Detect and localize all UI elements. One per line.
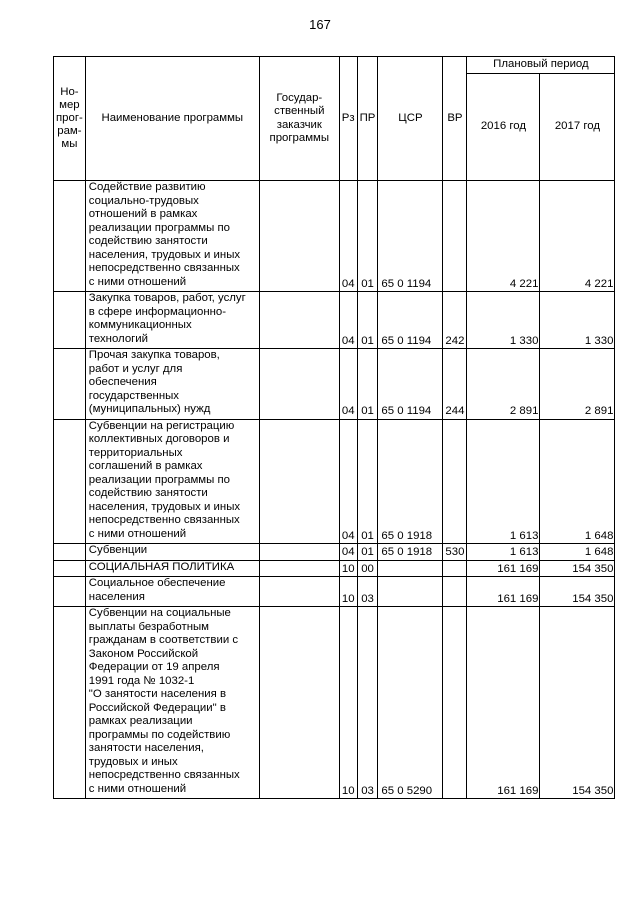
header-year-2017: 2017 год [540,74,615,181]
cell-rz: 04 [339,419,357,544]
program-name-line: непосредственно связанных [88,514,240,526]
cell-2016: 1 330 [467,292,540,349]
program-name-line: занятости населения, [88,742,204,754]
cell-nomer [54,292,86,349]
program-name-line: территориальных [88,446,183,459]
cell-2017: 154 350 [540,560,615,577]
cell-2016: 1 613 [467,419,540,544]
header-nomer-line: рам- [57,125,82,137]
header-zakazchik [259,57,339,181]
header-vr: ВР [443,57,467,181]
cell-zakazchik [259,544,339,561]
program-name-line: (муниципальных) нужд [88,403,211,415]
cell-zakazchik [259,349,339,420]
cell-vr [443,181,467,292]
program-name-line: рамках реализации [88,715,193,727]
cell-naimenovanie [85,349,259,420]
cell-zakazchik [259,577,339,607]
cell-csr: 65 0 1918 [378,419,443,544]
header-nomer-line: мы [61,138,78,150]
cell-zakazchik [259,181,339,292]
budget-table [53,56,615,799]
header-zakazchik-line: Государ- [276,91,323,104]
cell-vr [443,560,467,577]
cell-csr: 65 0 1194 [378,349,443,420]
cell-2016: 161 169 [467,607,540,799]
cell-2016: 4 221 [467,181,540,292]
cell-vr: 244 [443,349,467,420]
cell-naimenovanie [85,419,259,544]
cell-pr: 01 [357,181,378,292]
cell-zakazchik [259,292,339,349]
program-name-line: с ними отношений [88,782,187,795]
cell-2017: 4 221 [540,181,615,292]
cell-csr [378,560,443,577]
header-rz: Рз [339,57,357,181]
cell-2017: 1 330 [540,292,615,349]
program-name-line: Российской Федерации" в [88,701,226,714]
cell-2017: 2 891 [540,349,615,420]
cell-nomer [54,560,86,577]
cell-naimenovanie [85,544,259,561]
cell-csr: 65 0 1194 [378,181,443,292]
program-name-line: коллективных договоров и [88,433,230,445]
cell-2017: 1 648 [540,419,615,544]
cell-vr: 530 [443,544,467,561]
table-row [54,560,615,577]
program-name-line: реализации программы по [88,221,230,234]
header-nomer-programmy [54,57,86,181]
cell-2017: 154 350 [540,607,615,799]
cell-rz: 04 [339,181,357,292]
program-name-line: населения, трудовых и иных [88,248,241,261]
program-name-line: 1991 года № 1032-1 [88,674,195,687]
program-name-line: Закупка товаров, работ, услуг [88,292,246,304]
program-name-line: гражданам в соответствии с [88,634,239,646]
program-name-line: технологий [88,332,149,345]
cell-pr: 01 [357,292,378,349]
cell-vr [443,577,467,607]
cell-csr: 65 0 5290 [378,607,443,799]
cell-csr: 65 0 1194 [378,292,443,349]
program-name-line: работ и услуг для [88,362,183,375]
cell-pr: 03 [357,577,378,607]
table-row [54,607,615,799]
cell-vr [443,607,467,799]
cell-pr: 01 [357,544,378,561]
program-name-line: Прочая закупка товаров, [88,349,220,361]
cell-zakazchik [259,560,339,577]
header-nomer-line: мер [59,99,80,111]
program-name-line: содействию занятости [88,487,208,499]
program-name-line: обеспечения [88,376,157,388]
table-row [54,349,615,420]
cell-2016: 2 891 [467,349,540,420]
cell-nomer [54,577,86,607]
table-row [54,181,615,292]
header-planovy-period: Плановый период [467,57,615,74]
header-nomer-lines [56,86,83,151]
table-row [54,577,615,607]
program-name-line: Федерации от 19 апреля [88,661,220,673]
header-nomer-line: Но- [60,86,79,98]
page-number: 167 [309,17,331,32]
program-name-line: Содействие развитию [88,181,206,193]
cell-naimenovanie [85,292,259,349]
cell-nomer [54,419,86,544]
cell-rz: 10 [339,560,357,577]
cell-2017: 1 648 [540,544,615,561]
cell-pr: 00 [357,560,378,577]
cell-zakazchik [259,607,339,799]
program-name-line: "О занятости населения в [88,688,227,700]
table-row [54,544,615,561]
header-zakazchik-line: программы [269,132,330,144]
cell-nomer [54,544,86,561]
cell-pr: 01 [357,419,378,544]
program-name-line: СОЦИАЛЬНАЯ ПОЛИТИКА [88,560,235,573]
cell-csr: 65 0 1918 [378,544,443,561]
cell-naimenovanie [85,577,259,607]
cell-naimenovanie [85,607,259,799]
program-name-line: программы по содействию [88,728,231,741]
program-name-line: непосредственно связанных [88,769,240,781]
header-zakazchik-line: заказчик [276,118,322,131]
cell-vr: 242 [443,292,467,349]
cell-vr [443,419,467,544]
cell-nomer [54,181,86,292]
program-name-line: с ними отношений [88,275,187,288]
cell-rz: 10 [339,577,357,607]
program-name-line: Субвенции [88,544,148,556]
cell-rz: 04 [339,292,357,349]
program-name-line: Законом Российской [88,647,199,660]
cell-rz: 10 [339,607,357,799]
header-year-2016: 2016 год [467,74,540,181]
cell-naimenovanie [85,560,259,577]
program-name-line: населения, трудовых и иных [88,500,241,513]
program-name-line: выплаты безработным [88,620,210,633]
program-name-line: коммуникационных [88,319,192,331]
cell-rz: 04 [339,544,357,561]
program-name-line: в сфере информационно- [88,305,227,318]
cell-2016: 161 169 [467,560,540,577]
cell-naimenovanie [85,181,259,292]
header-nomer-line: прог- [56,112,83,124]
header-zakazchik-line: ственный [274,105,325,117]
cell-rz: 04 [339,349,357,420]
program-name-line: с ними отношений [88,527,187,540]
cell-pr: 01 [357,349,378,420]
program-name-line: социально-трудовых [88,194,199,207]
program-name-line: соглашений в рамках [88,460,203,472]
cell-pr: 03 [357,607,378,799]
cell-nomer [54,607,86,799]
program-name-line: Социальное обеспечение [88,577,226,589]
header-csr: ЦСР [378,57,443,181]
program-name-line: реализации программы по [88,473,230,486]
cell-nomer [54,349,86,420]
table-body [54,181,615,799]
table-row [54,419,615,544]
cell-zakazchik [259,419,339,544]
cell-csr [378,577,443,607]
program-name-line: содействию занятости [88,235,208,247]
program-name-line: населения [88,590,145,603]
cell-2016: 161 169 [467,577,540,607]
table-row [54,292,615,349]
header-zakazchik-lines [262,92,337,146]
program-name-line: непосредственно связанных [88,262,240,274]
header-pr: ПР [357,57,378,181]
cell-2016: 1 613 [467,544,540,561]
cell-2017: 154 350 [540,577,615,607]
program-name-line: Субвенции на социальные [88,607,231,619]
program-name-line: трудовых и иных [88,755,178,768]
program-name-line: Субвенции на регистрацию [88,419,235,432]
program-name-line: отношений в рамках [88,208,198,220]
program-name-line: государственных [88,389,179,402]
header-naimenovanie: Наименование программы [85,57,259,181]
